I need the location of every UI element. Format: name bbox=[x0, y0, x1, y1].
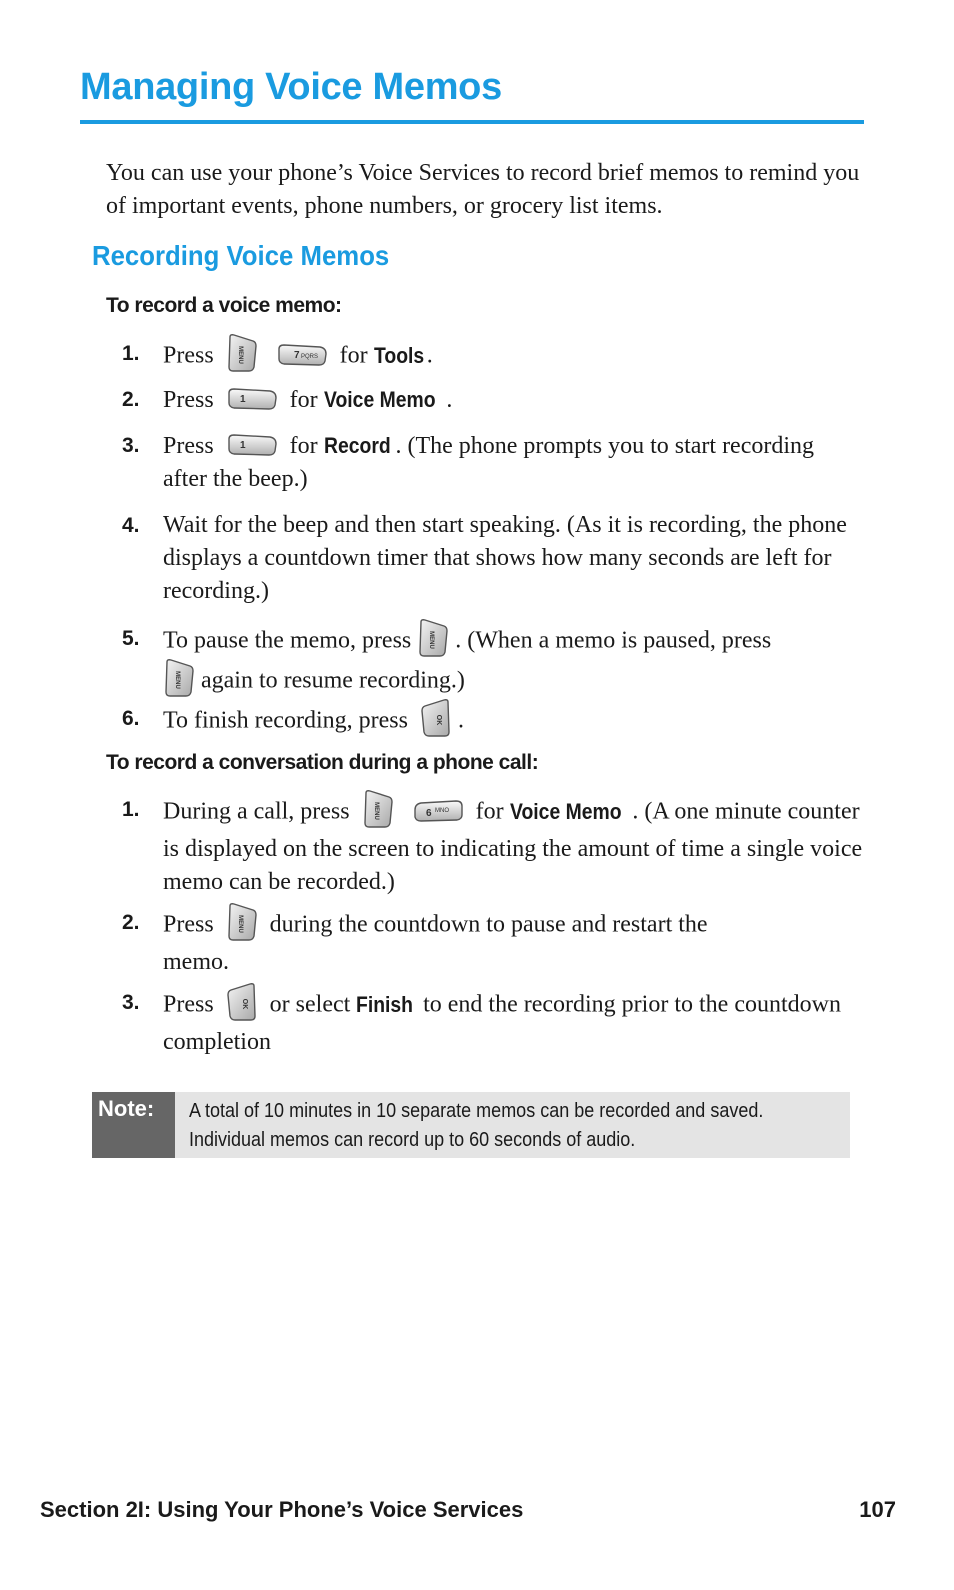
page-title: Managing Voice Memos bbox=[80, 66, 502, 108]
menu-key-icon bbox=[226, 902, 258, 942]
key-1-icon bbox=[226, 433, 278, 457]
step-text: To pause the memo, press bbox=[163, 627, 412, 654]
svg-text:6: 6 bbox=[425, 808, 432, 819]
page-number: 107 bbox=[859, 1497, 896, 1522]
menu-key-icon bbox=[226, 333, 258, 373]
svg-text:PQRS: PQRS bbox=[300, 354, 318, 360]
step-text: Wait for the beep and then start speaking. (As it is recording, the phone displays a countdown timer that shows how many seconds are left for recording.) bbox=[163, 512, 847, 604]
step-number: 3. bbox=[122, 434, 140, 457]
step-number: 5. bbox=[122, 627, 140, 650]
menu-key-icon bbox=[163, 658, 195, 698]
step-number: 3. bbox=[122, 991, 140, 1014]
menu-keyword: Voice Memo bbox=[509, 798, 622, 824]
svg-text:OK: OK bbox=[240, 998, 248, 1010]
step-number: 4. bbox=[122, 514, 140, 537]
step-text: Press bbox=[163, 911, 214, 938]
step-text: Press bbox=[163, 342, 214, 369]
svg-text:MENU: MENU bbox=[236, 346, 243, 364]
svg-text:MENU: MENU bbox=[236, 915, 243, 933]
svg-text:MENU: MENU bbox=[372, 802, 379, 820]
menu-key-icon bbox=[417, 618, 449, 658]
page-footer bbox=[40, 1497, 896, 1523]
menu-key-icon bbox=[362, 789, 394, 829]
step-number: 1. bbox=[122, 342, 140, 365]
key-7-icon bbox=[276, 343, 328, 367]
svg-text:MENU: MENU bbox=[428, 631, 435, 649]
footer-section-title: Section 2I: Using Your Phone’s Voice Services bbox=[40, 1497, 524, 1522]
step-text: Press bbox=[163, 991, 214, 1018]
step-text: To finish recording, press bbox=[163, 707, 408, 734]
key-1-icon bbox=[226, 387, 278, 411]
step-number: 1. bbox=[122, 798, 140, 821]
step-number: 2. bbox=[122, 388, 140, 411]
intro-paragraph: You can use your phone’s Voice Services to record brief memos to remind you of important events, phone numbers, or grocery list items. bbox=[106, 160, 860, 219]
step-text: During a call, press bbox=[163, 798, 350, 825]
title-rule bbox=[80, 120, 864, 124]
ok-key-icon bbox=[226, 982, 258, 1022]
subheading-record-memo: To record a voice memo: bbox=[106, 294, 342, 317]
svg-text:OK: OK bbox=[434, 714, 442, 726]
svg-text:MNO: MNO bbox=[434, 808, 449, 814]
svg-text:7: 7 bbox=[293, 350, 300, 361]
key-6-icon bbox=[412, 799, 464, 823]
note-box bbox=[92, 1092, 850, 1158]
step-text: Press bbox=[163, 387, 214, 413]
menu-keyword: Finish bbox=[356, 991, 414, 1017]
menu-keyword: Record bbox=[323, 433, 391, 458]
subheading-record-call: To record a conversation during a phone call: bbox=[106, 751, 539, 774]
svg-text:MENU: MENU bbox=[174, 671, 180, 689]
menu-keyword: Tools bbox=[373, 342, 424, 368]
step-number: 6. bbox=[122, 707, 140, 730]
step-number: 2. bbox=[122, 911, 140, 934]
svg-text:1: 1 bbox=[239, 394, 246, 406]
menu-keyword: Voice Memo bbox=[323, 387, 436, 412]
svg-text:1: 1 bbox=[239, 440, 246, 452]
step-text: Press bbox=[163, 433, 214, 459]
ok-key-icon bbox=[420, 698, 452, 738]
note-label: Note: bbox=[92, 1092, 175, 1158]
note-text: A total of 10 minutes in 10 separate memos can be recorded and saved. Individual memos can record up to 60 seconds of audio. bbox=[189, 1100, 764, 1151]
section-heading: Recording Voice Memos bbox=[92, 240, 390, 271]
